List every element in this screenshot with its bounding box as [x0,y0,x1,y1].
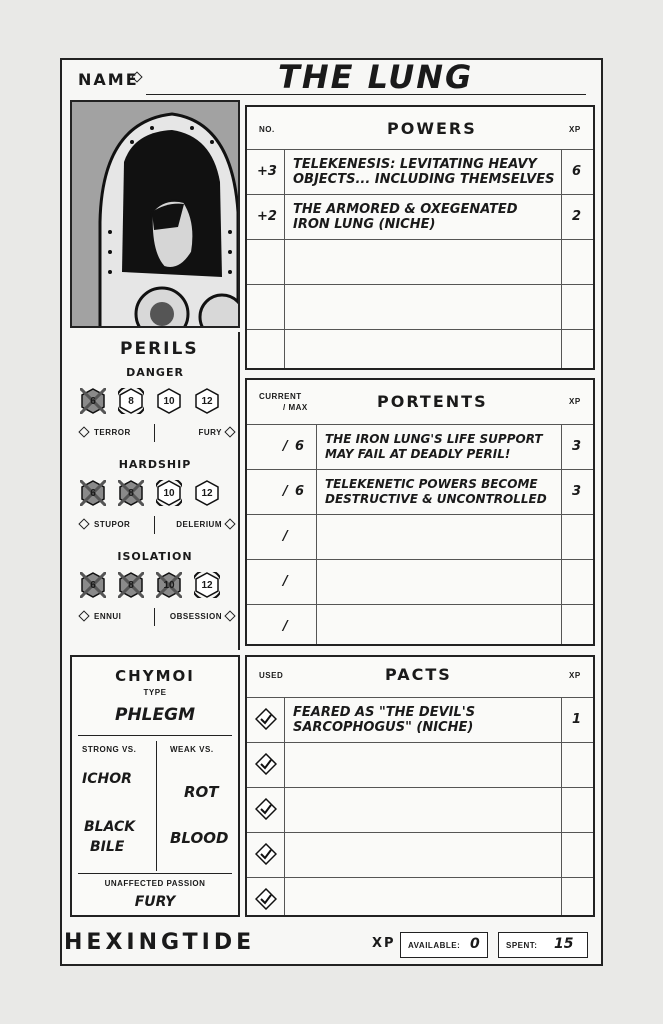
powers-col-xp: XP [569,125,581,134]
weak-vs-1[interactable]: ROT [184,783,219,801]
brand-logo: HEXINGTIDE [64,930,256,955]
divider [78,873,232,874]
peril-die-icon[interactable] [80,572,106,598]
powers-title: POWERS [387,119,477,138]
peril-right-label: DELERIUM [176,520,222,529]
peril-die-icon[interactable] [194,388,220,414]
portents-row-empty[interactable] [247,559,593,604]
peril-die-value: 10 [163,579,175,591]
strong-vs-2b[interactable]: BILE [90,839,125,855]
portent-slash: / [283,619,288,634]
pacts-panel [245,655,595,917]
peril-group [74,366,236,454]
peril-die-value: 6 [90,487,96,499]
peril-die-value: 12 [201,487,213,499]
peril-die-value: 10 [163,395,175,407]
available-label: AVAILABLE: [408,941,461,950]
unaffected-value[interactable]: FURY [134,894,176,910]
powers-row-empty[interactable] [247,284,593,329]
powers-row-empty[interactable] [247,239,593,284]
character-name[interactable]: THE LUNG [278,58,474,96]
spent-value[interactable]: 15 [554,936,574,952]
portents-panel [245,378,595,646]
power-text[interactable]: THE ARMORED & OXEGENATED [293,202,518,217]
peril-die-icon[interactable] [118,572,144,598]
checkbox-diamond-icon[interactable] [224,518,235,529]
pacts-row-empty[interactable] [247,832,593,877]
checkbox-diamond-icon[interactable] [78,426,89,437]
peril-die-icon[interactable] [194,572,220,598]
peril-die-icon[interactable] [156,572,182,598]
power-no[interactable]: +3 [257,164,277,179]
pacts-col-xp: XP [569,671,581,680]
pacts-row[interactable] [247,697,593,742]
pact-text[interactable]: FEARED AS "THE DEVIL'S [293,705,476,720]
portent-max[interactable]: 6 [295,484,305,499]
pacts-col-used: USED [259,671,284,680]
peril-group [74,550,236,638]
chymoi-title: CHYMOI [115,667,195,685]
peril-name: HARDSHIP [118,458,192,471]
divider [156,741,157,871]
peril-die-value: 12 [201,395,213,407]
portent-text[interactable]: MAY FAIL AT DEADLY PERIL! [325,447,511,461]
perils-title: PERILS [120,339,199,359]
portents-row[interactable] [247,469,593,514]
spent-label: SPENT: [506,941,538,950]
portents-row-empty[interactable] [247,604,593,644]
pact-used-checkbox-icon[interactable] [255,753,277,775]
peril-die-icon[interactable] [156,388,182,414]
portent-xp[interactable]: 3 [571,439,581,454]
portrait-image [72,102,240,328]
pacts-row-empty[interactable] [247,877,593,915]
peril-name: DANGER [126,366,184,379]
power-text[interactable]: IRON LUNG (NICHE) [293,217,436,232]
pact-used-checkbox-icon[interactable] [255,843,277,865]
divider [154,424,155,442]
pact-used-checkbox-icon[interactable] [255,888,277,910]
peril-die-value: 8 [128,395,134,407]
unaffected-label: UNAFFECTED PASSION [104,879,206,888]
power-no[interactable]: +2 [257,209,277,224]
portent-slash: / [283,574,288,589]
peril-name: ISOLATION [117,550,193,563]
peril-die-value: 12 [201,579,213,591]
peril-die-value: 10 [163,487,175,499]
peril-group [74,458,236,546]
peril-die-icon[interactable] [156,480,182,506]
checkbox-diamond-icon[interactable] [78,610,89,621]
pact-xp[interactable]: 1 [571,712,581,727]
peril-die-value: 6 [90,395,96,407]
peril-left-label: STUPOR [94,520,131,529]
portent-slash: / [283,439,288,454]
peril-die-value: 8 [128,579,134,591]
divider [154,516,155,534]
divider [78,735,232,736]
chymoi-type-value[interactable]: PHLEGM [114,705,195,725]
chymoi-panel [70,655,240,917]
power-xp[interactable]: 2 [571,209,581,224]
portents-row-empty[interactable] [247,514,593,559]
powers-panel [245,105,595,370]
checkbox-diamond-icon[interactable] [224,426,235,437]
pacts-row-empty[interactable] [247,787,593,832]
pact-used-checkbox-icon[interactable] [255,708,277,730]
name-label: NAME [78,70,139,89]
checkbox-diamond-icon[interactable] [224,610,235,621]
power-text[interactable]: TELEKENESIS: LEVITATING HEAVY [293,157,537,172]
pacts-title: PACTS [385,665,452,684]
peril-right-label: OBSESSION [169,612,222,621]
peril-die-icon[interactable] [194,480,220,506]
strong-vs-2[interactable]: BLACK [84,819,136,835]
strong-label: STRONG VS. [82,745,137,754]
portent-text[interactable]: DESTRUCTIVE & UNCONTROLLED [325,492,547,506]
pacts-row-empty[interactable] [247,742,593,787]
peril-die-icon[interactable] [80,388,106,414]
peril-left-label: TERROR [94,428,131,437]
pact-used-checkbox-icon[interactable] [255,798,277,820]
portents-col-current: CURRENT [259,392,302,401]
peril-left-label: ENNUI [94,612,122,621]
portrait-frame [70,100,240,328]
peril-die-icon[interactable] [118,480,144,506]
weak-vs-2[interactable]: BLOOD [170,829,229,847]
available-value[interactable]: 0 [470,936,480,952]
peril-die-icon[interactable] [80,480,106,506]
powers-row-empty[interactable] [247,329,593,368]
peril-die-icon[interactable] [118,388,144,414]
pact-text[interactable]: SARCOPHOGUS" (NICHE) [293,720,474,735]
peril-die-value: 6 [90,579,96,591]
divider [154,608,155,626]
portent-xp[interactable]: 3 [571,484,581,499]
portents-col-max: / MAX [283,403,308,412]
portents-col-xp: XP [569,397,581,406]
portent-text[interactable]: TELEKENETIC POWERS BECOME [325,477,538,491]
strong-vs-1[interactable]: ICHOR [82,771,132,787]
powers-row[interactable] [247,194,593,239]
footer-xp-label: XP [372,936,396,951]
peril-die-value: 8 [128,487,134,499]
chymoi-type-label: TYPE [143,688,167,697]
power-xp[interactable]: 6 [571,164,581,179]
portent-text[interactable]: THE IRON LUNG'S LIFE SUPPORT [325,432,543,446]
checkbox-diamond-icon[interactable] [78,518,89,529]
portent-max[interactable]: 6 [295,439,305,454]
powers-row[interactable] [247,149,593,194]
peril-right-label: FURY [198,428,222,437]
power-text[interactable]: OBJECTS... INCLUDING THEMSELVES [293,172,555,187]
portents-title: PORTENTS [377,392,488,411]
portent-slash: / [283,484,288,499]
portents-row[interactable] [247,424,593,469]
weak-label: WEAK VS. [170,745,214,754]
portent-slash: / [283,529,288,544]
powers-col-no: NO. [259,125,275,134]
